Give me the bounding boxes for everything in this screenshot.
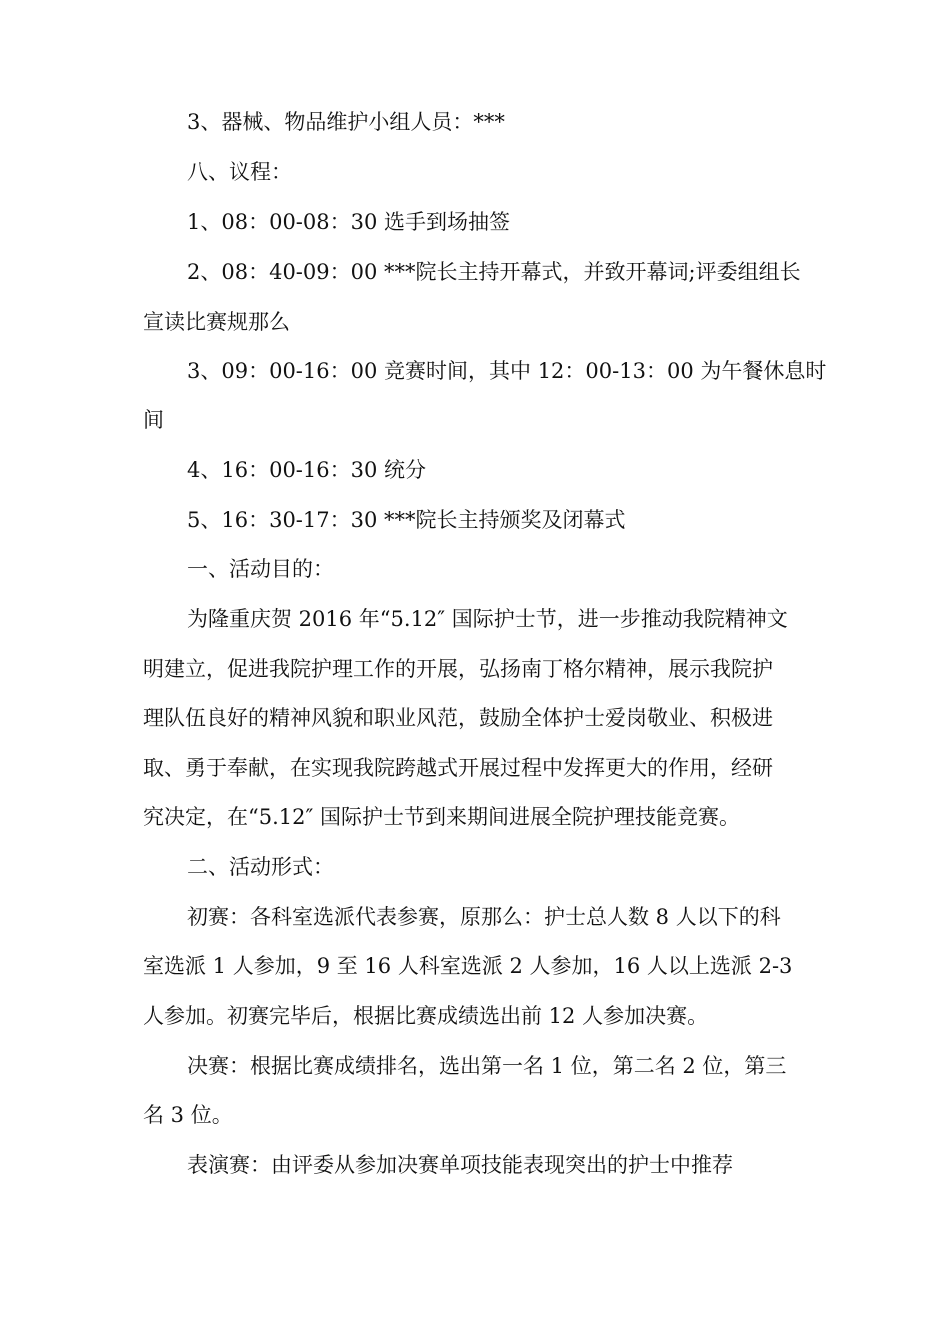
text-line: 宣读比赛规那么 [143, 310, 290, 334]
text-line: 取、勇于奉献，在实现我院跨越式开展过程中发挥更大的作用，经研 [143, 756, 773, 780]
text-line: 2、08：40-09：00 ***院长主持开幕式，并致开幕词;评委组组长 [187, 260, 801, 284]
text-line: 决赛：根据比赛成绩排名，选出第一名 1 位，第二名 2 位，第三 [187, 1054, 787, 1078]
text-line: 人参加。初赛完毕后，根据比赛成绩选出前 12 人参加决赛。 [143, 1004, 709, 1028]
section-heading: 八、议程： [187, 160, 292, 184]
text-line: 4、16：00-16：30 统分 [187, 458, 427, 482]
text-line: 名 3 位。 [143, 1103, 233, 1127]
section-heading: 二、活动形式： [187, 855, 334, 879]
text-line: 5、16：30-17：30 ***院长主持颁奖及闭幕式 [187, 508, 626, 532]
text-line: 理队伍良好的精神风貌和职业风范，鼓励全体护士爱岗敬业、积极进 [143, 706, 773, 730]
text-line: 初赛：各科室选派代表参赛，原那么：护士总人数 8 人以下的科 [187, 905, 781, 929]
text-line: 间 [143, 408, 164, 432]
text-line: 究决定，在“5.12″ 国际护士节到来期间进展全院护理技能竞赛。 [143, 805, 741, 829]
text-line: 1、08：00-08：30 选手到场抽签 [187, 210, 511, 234]
text-line: 3、器械、物品维护小组人员：*** [187, 110, 505, 134]
text-line: 为隆重庆贺 2016 年“5.12″ 国际护士节，进一步推动我院精神文 [187, 607, 788, 631]
text-line: 明建立，促进我院护理工作的开展，弘扬南丁格尔精神，展示我院护 [143, 657, 773, 681]
text-line: 室选派 1 人参加，9 至 16 人科室选派 2 人参加，16 人以上选派 2-3 [143, 954, 793, 978]
text-line: 表演赛：由评委从参加决赛单项技能表现突出的护士中推荐 [187, 1153, 733, 1177]
text-line: 3、09：00-16：00 竞赛时间，其中 12：00-13：00 为午餐休息时 [187, 359, 827, 383]
section-heading: 一、活动目的： [187, 557, 334, 581]
